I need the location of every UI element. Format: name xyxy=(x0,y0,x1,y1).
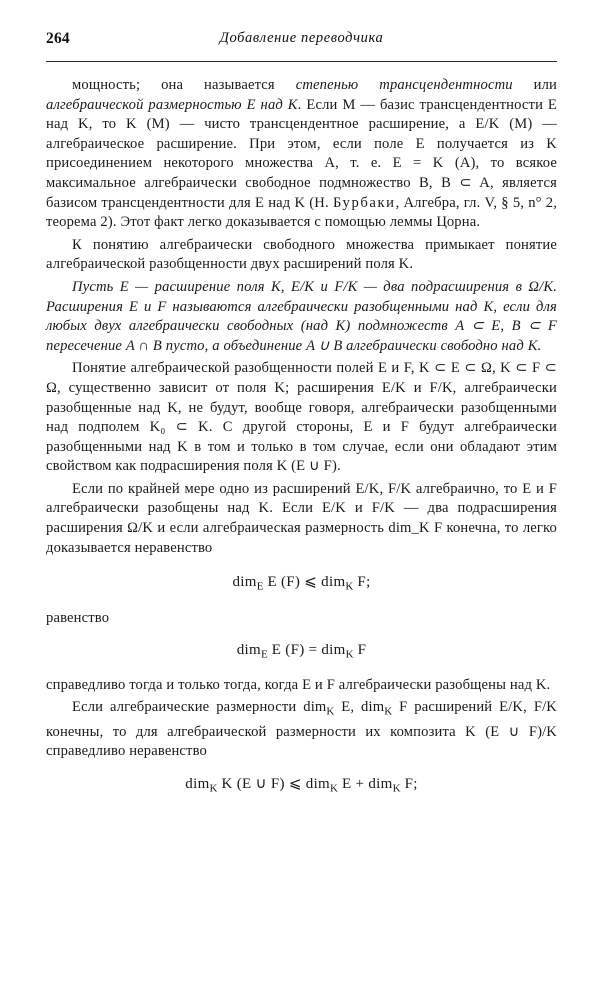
running-title: Добавление переводчика xyxy=(219,30,384,46)
paragraph-4: Понятие алгебраической разобщенности полей E и F, K ⊂ E ⊂ Ω, K ⊂ F ⊂ Ω, существенно зависит от поля K; расширения E/K и F/K, алгебраически разобщенные над K, не будут, вообще говоря, алгебраически разобщенными над подполем K₀ ⊂ K. С другой стороны, E и F будут алгебраически разобщенными над K в том и только в том случае, если они обладают этим свойством как подрасширения поля K (E ∪ F). xyxy=(46,360,557,475)
paragraph-7: справедливо тогда и только тогда, когда E и F алгебраически разобщены над K. xyxy=(46,676,551,693)
paragraph-8: Если алгебраические размерности dim$_K$ E, dim$_K$ F расширений E/K, F/K конечны, то для алгебраической размерности их композита K (E ∪ F)/K справедливо неравенство xyxy=(46,699,557,760)
header-rule xyxy=(46,61,557,62)
page-number: 264 xyxy=(46,30,70,47)
paragraph-2: К понятию алгебраически свободного множества примыкает понятие алгебраической разобщенности двух расширений поля K. xyxy=(46,236,557,273)
formula-inequality-2: dim$_K$ K (E ∪ F) ⩽ dim$_K$ E + dim$_K$ F; xyxy=(185,775,418,795)
page-header xyxy=(46,30,557,56)
paragraph-6: равенство xyxy=(46,609,110,626)
paragraph-5: Если по крайней мере одно из расширений E/K, F/K алгебраично, то E и F алгебраически разобщены над K. Если E/K и F/K — два подрасширения расширения Ω/K и если алгебраическая размерность dim_K F конечна, то легко доказывается неравенство xyxy=(46,480,557,556)
formula-equality: dim$_E$ E (F) = dim$_K$ F xyxy=(236,642,367,661)
paragraph-1: мощность; она называется степенью трансцендентности или алгебраической размерностью E над K. Если M — базис трансцендентности E над K, то K (M) — чисто трансцендентное расширение, а E/K (M) — алгебраическое расширение. При этом, если поле E получается из K присоединением некоторого множества A, т. е. E = K (A), то всякое максимальное алгебраически свободное подмножество B, B ⊂ A, является базисом трансцендентности для E над K (Н. Бурбаки, Алгебра, гл. V, § 5, n° 2, теорема 2). Этот факт легко доказывается с помощью леммы Цорна. xyxy=(46,77,558,231)
formula-inequality-1: dim$_E$ E (F) ⩽ dim$_K$ F; xyxy=(232,574,371,593)
paragraph-3-definition: Пусть E — расширение поля K, E/K и F/K — два подрасширения в Ω/K. Расширения E и F называются алгебраически разобщенными над K, если для любых двух алгебраически свободных (над K) подмножеств A ⊂ E, B ⊂ F пересечение A ∩ B пусто, а объединение A ∪ B алгебраически свободно над K. xyxy=(46,278,557,354)
